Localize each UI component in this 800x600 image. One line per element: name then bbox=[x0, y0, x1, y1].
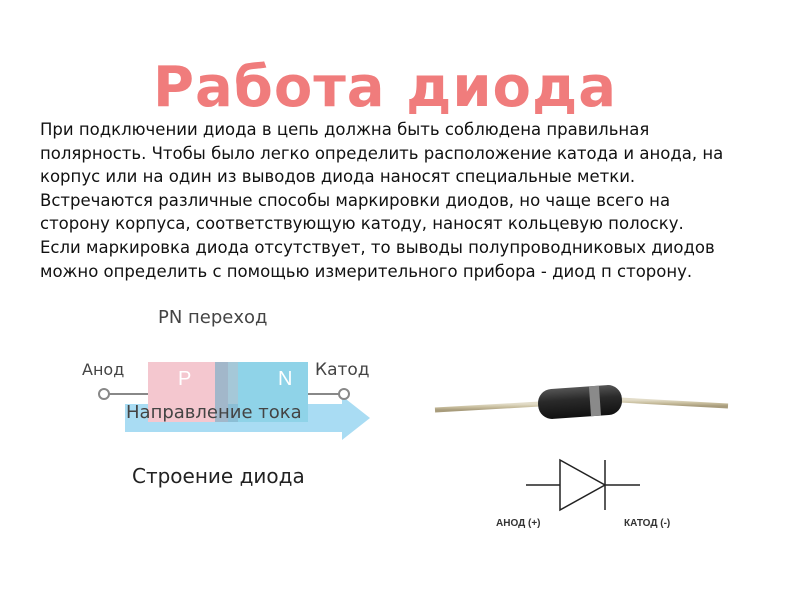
pn-junction-label: PN переход bbox=[158, 307, 268, 328]
body-text bbox=[40, 118, 740, 283]
slide-title: Работа диода bbox=[152, 55, 618, 120]
current-direction-label: Направление тока bbox=[126, 402, 302, 423]
cathode-label: Катод bbox=[315, 360, 370, 380]
diode-wire-left bbox=[435, 404, 540, 410]
diode-structure-diagram bbox=[80, 300, 410, 500]
diode-symbol-diagram bbox=[490, 445, 720, 555]
anode-label: Анод bbox=[82, 360, 125, 379]
diode-photo bbox=[430, 370, 730, 450]
n-label: N bbox=[278, 368, 293, 390]
symbol-triangle bbox=[560, 460, 605, 510]
symbol-cathode-label: КАТОД (-) bbox=[624, 518, 671, 529]
cathode-band bbox=[589, 386, 601, 417]
diode-body bbox=[537, 384, 623, 420]
diode-schematic-symbol bbox=[490, 445, 720, 555]
paragraph-measurement: Если маркировка диода отсутствует, то выводы полупроводниковых диодов можно определить с помощью измерительного прибора - диод п сторону. bbox=[40, 237, 715, 281]
structure-caption: Строение диода bbox=[132, 464, 305, 488]
p-label: P bbox=[178, 368, 192, 390]
paragraph-polarity: При подключении диода в цепь должна быть соблюдена правильная полярность. Чтобы было легко определить расположение катода и анода, на корпус или на один из выводов диода наносят специальные метки. Встречаются различные способы маркировки диодов, но чаще всего на сторону корпуса, соответствующую катоду, наносят кольцевую полоску. bbox=[40, 120, 724, 234]
anode-terminal bbox=[99, 389, 109, 399]
diode-wire-right bbox=[620, 400, 728, 406]
symbol-anode-label: АНОД (+) bbox=[496, 518, 541, 529]
cathode-terminal bbox=[339, 389, 349, 399]
